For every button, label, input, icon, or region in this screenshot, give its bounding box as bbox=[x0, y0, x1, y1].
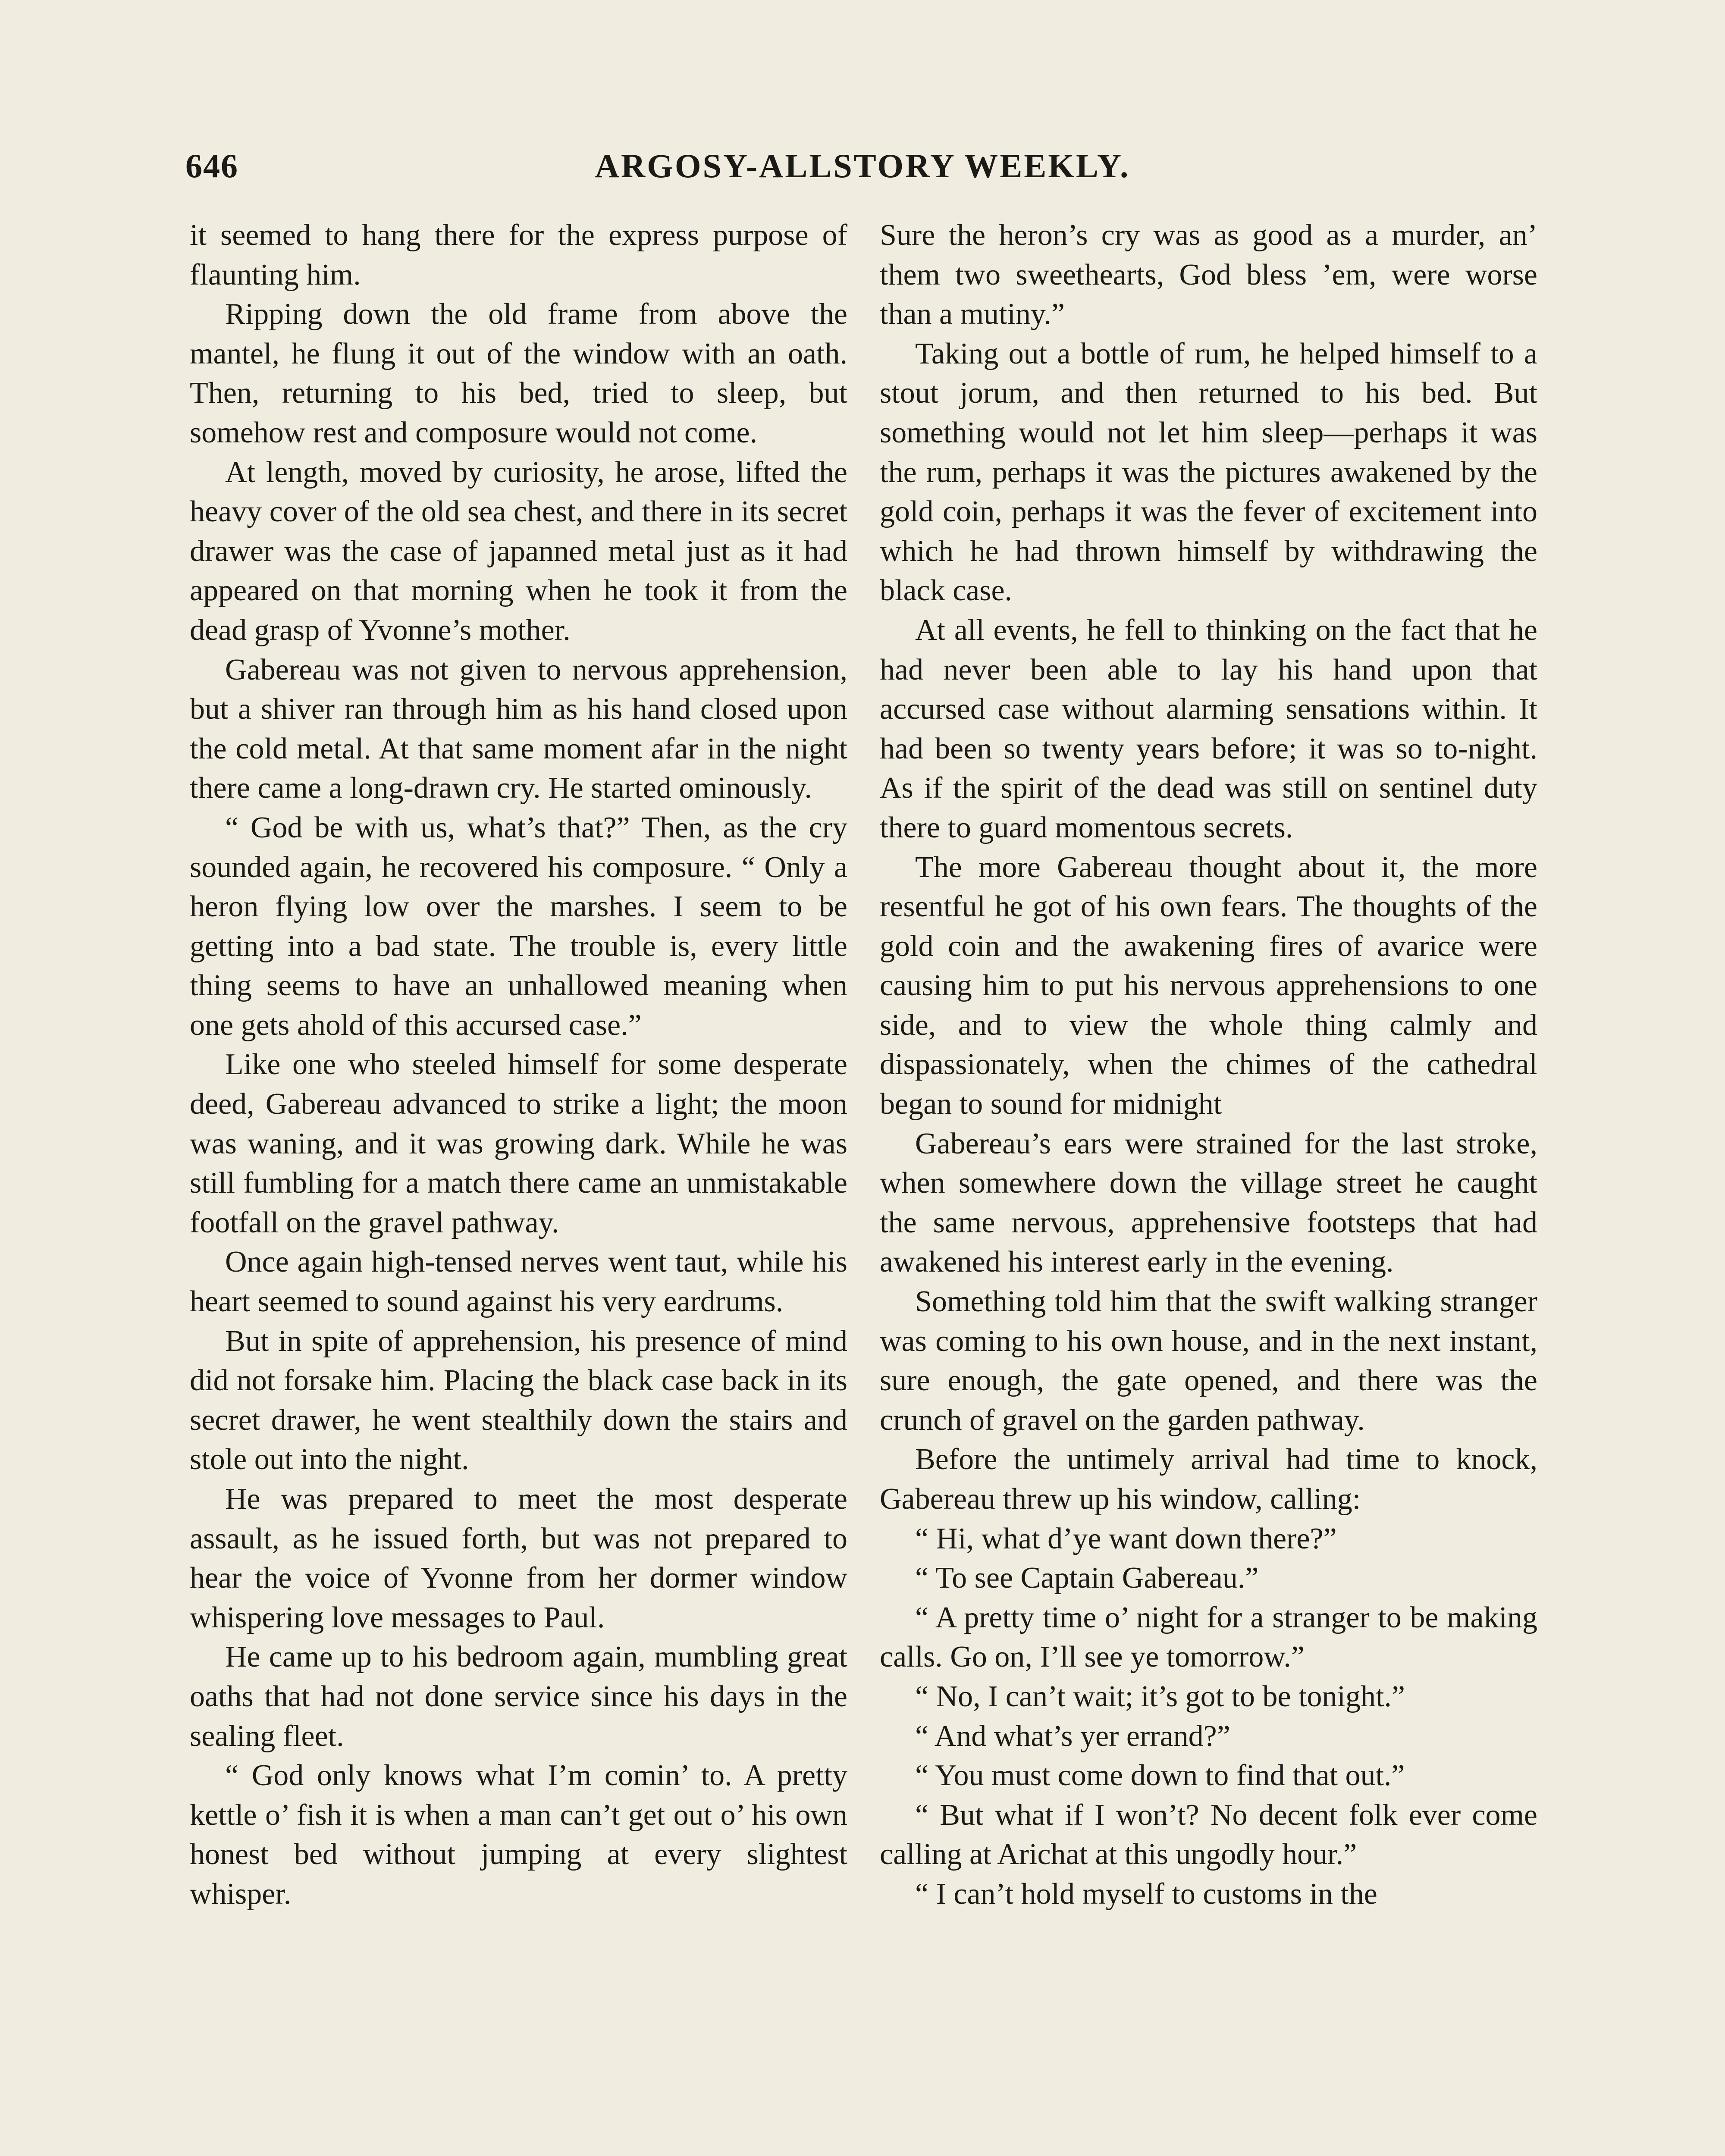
paragraph: “ No, I can’t wait; it’s got to be tonight.” bbox=[915, 1680, 1405, 1713]
paragraph: “ You must come down to find that out.” bbox=[915, 1759, 1405, 1792]
right-column bbox=[880, 216, 1537, 1914]
paragraph: “ Hi, what d’ye want down there?” bbox=[915, 1522, 1337, 1555]
paragraph: Gabereau was not given to nervous apprehension, but a shiver ran through him as his hand closed upon the cold metal. At that same moment afar in the night there came a long-drawn cry. He started ominously. bbox=[190, 653, 847, 805]
paragraph: Gabereau’s ears were strained for the last stroke, when somewhere down the village street he caught the same nervous, apprehensive footsteps that had awakened his interest early in the evening. bbox=[880, 1127, 1537, 1279]
paragraph: He was prepared to meet the most desperate assault, as he issued forth, but was not prepared to hear the voice of Yvonne from her dormer window whispering love messages to Paul. bbox=[190, 1482, 847, 1634]
paragraph: “ But what if I won’t? No decent folk ever come calling at Arichat at this ungodly hour.” bbox=[880, 1798, 1537, 1871]
paragraph: The more Gabereau thought about it, the more resentful he got of his own fears. The thoughts of the gold coin and the awakening fires of avarice were causing him to put his nervous apprehensions to one side, and to view the whole thing calmly and dispassionately, when the chimes of the cathedral began to sound for midnight bbox=[880, 850, 1537, 1121]
running-head: ARGOSY-ALLSTORY WEEKLY. bbox=[595, 147, 1130, 185]
paragraph: He came up to his bedroom again, mumbling great oaths that had not done service since his days in the sealing fleet. bbox=[190, 1640, 847, 1753]
paragraph: “ I can’t hold myself to customs in the bbox=[915, 1877, 1377, 1911]
paragraph: Before the untimely arrival had time to knock, Gabereau threw up his window, calling: bbox=[880, 1443, 1537, 1516]
paragraph: Sure the heron’s cry was as good as a murder, an’ them two sweethearts, God bless ’em, were worse than a mutiny.” bbox=[880, 219, 1537, 331]
paragraph: But in spite of apprehension, his presence of mind did not forsake him. Placing the black case back in its secret drawer, he went stealthily down the stairs and stole out into the night. bbox=[190, 1324, 847, 1476]
paragraph: “ God only knows what I’m comin’ to. A pretty kettle o’ fish it is when a man can’t get out o’ his own honest bed without jumping at every slightest whisper. bbox=[190, 1759, 847, 1911]
paragraph: it seemed to hang there for the express purpose of flaunting him. bbox=[190, 219, 847, 291]
paragraph: “ God be with us, what’s that?” Then, as the cry sounded again, he recovered his composure. “ Only a heron flying low over the marshes. I seem to be getting into a bad state. The trouble is, every little thing seems to have an unhallowed meaning when one gets ahold of this accursed case.” bbox=[190, 811, 847, 1042]
paragraph: At length, moved by curiosity, he arose, lifted the heavy cover of the old sea chest, and there in its secret drawer was the case of japanned metal just as it had appeared on that morning when he took it from the dead grasp of Yvonne’s mother. bbox=[190, 455, 847, 647]
page-number: 646 bbox=[185, 147, 238, 185]
paragraph: “ A pretty time o’ night for a stranger to be making calls. Go on, I’ll see ye tomorrow.” bbox=[880, 1601, 1537, 1674]
paragraph: “ To see Captain Gabereau.” bbox=[915, 1561, 1259, 1595]
left-column bbox=[190, 216, 847, 1914]
paragraph: Once again high-tensed nerves went taut, while his heart seemed to sound against his very eardrums. bbox=[190, 1245, 847, 1319]
paragraph: “ And what’s yer errand?” bbox=[915, 1719, 1230, 1753]
paragraph: Ripping down the old frame from above the mantel, he flung it out of the window with an oath. Then, returning to his bed, tried to sleep, but somehow rest and composure would not come. bbox=[190, 298, 847, 449]
paragraph: Like one who steeled himself for some desperate deed, Gabereau advanced to strike a light; the moon was waning, and it was growing dark. While he was still fumbling for a match there came an unmistakable footfall on the gravel pathway. bbox=[190, 1048, 847, 1239]
paragraph: Taking out a bottle of rum, he helped himself to a stout jorum, and then returned to his bed. But something would not let him sleep—perhaps it was the rum, perhaps it was the pictures awakened by the gold coin, perhaps it was the fever of excitement into which he had thrown himself by withdrawing the black case. bbox=[880, 337, 1537, 608]
paragraph: Something told him that the swift walking stranger was coming to his own house, and in the next instant, sure enough, the gate opened, and there was the crunch of gravel on the garden pathway. bbox=[880, 1285, 1537, 1437]
paragraph: At all events, he fell to thinking on the fact that he had never been able to lay his hand upon that accursed case without alarming sensations within. It had been so twenty years before; it was so to-night. As if the spirit of the dead was still on sentinel duty there to guard momentous secrets. bbox=[880, 613, 1537, 844]
